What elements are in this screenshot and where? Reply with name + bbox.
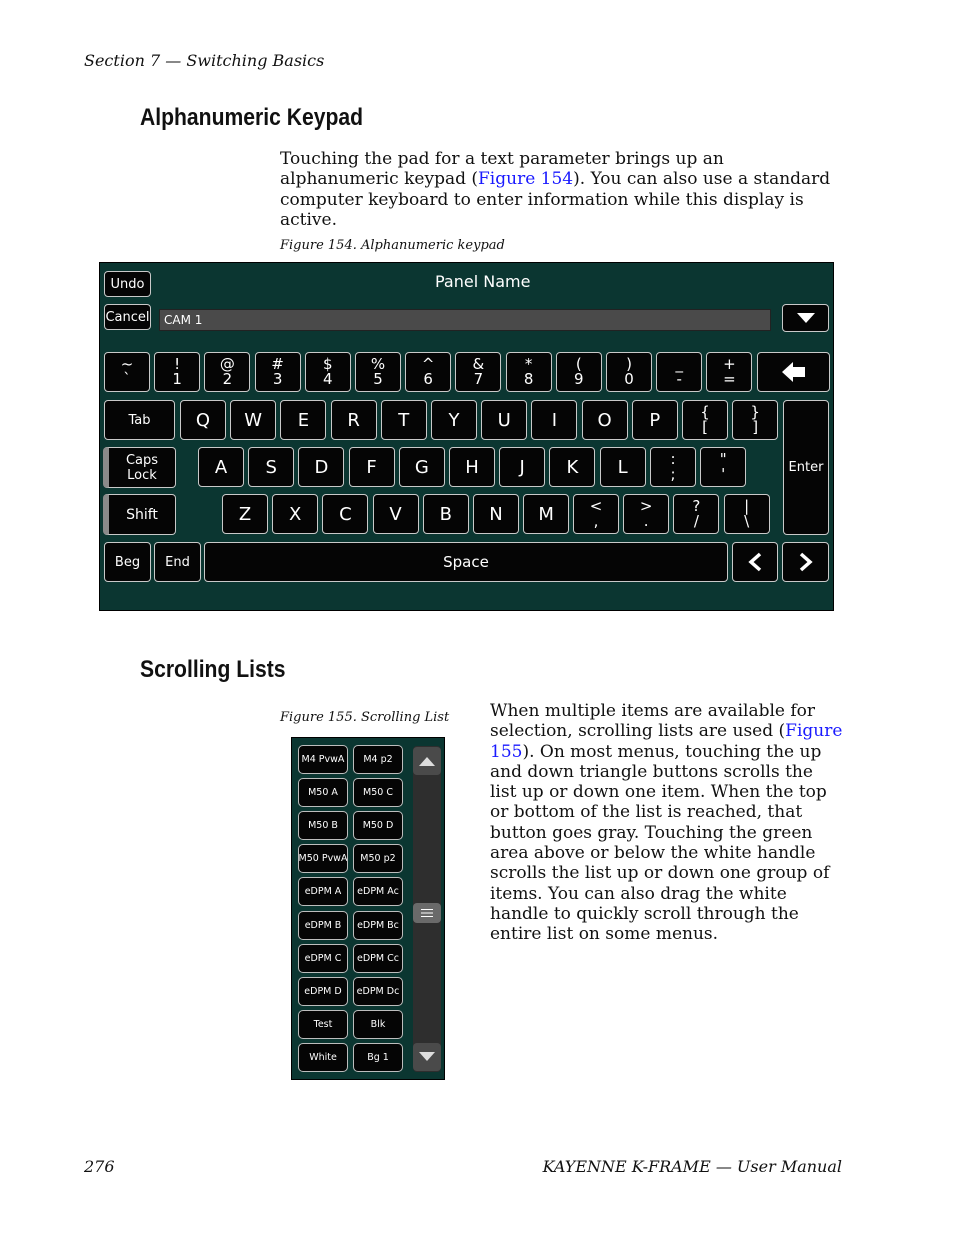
key-shift-label: $: [323, 355, 333, 373]
list-item[interactable]: M50 PvwA: [298, 844, 348, 873]
key-shift-label: ?: [692, 497, 701, 515]
manual-title: KAYENNE K-FRAME — User Manual: [542, 1157, 842, 1176]
page-number: 276: [84, 1157, 115, 1176]
grip-lines-icon: [420, 908, 434, 918]
alpha-paragraph-text-2: ). You can also use a standard computer keyboard to enter information while this display is active.: [280, 169, 831, 230]
key-letter-row2-6[interactable]: U: [481, 400, 527, 440]
panel-name-input[interactable]: CAM 1: [159, 309, 771, 331]
key-row1-8[interactable]: [506, 352, 552, 392]
list-item[interactable]: eDPM Cc: [353, 944, 403, 973]
key-shift-label: {: [700, 403, 710, 421]
key-letter-row2-0[interactable]: Q: [180, 400, 226, 440]
caps-lock-label-top: Caps: [125, 452, 159, 468]
key-shift-label: _: [675, 355, 683, 373]
key-base-label: 2: [222, 370, 233, 388]
key-row1-11[interactable]: [656, 352, 702, 392]
key-letter-row3-2[interactable]: D: [298, 447, 344, 487]
figure-154-link[interactable]: Figure 154: [478, 169, 574, 190]
dropdown-button[interactable]: [782, 304, 829, 332]
key-row1-3[interactable]: [255, 352, 301, 392]
key-base-label: /: [693, 512, 699, 530]
section-header: Section 7 — Switching Basics: [84, 51, 325, 70]
key-base-label: 8: [523, 370, 534, 388]
cursor-left-button[interactable]: [732, 542, 778, 582]
key-letter-row2-5[interactable]: Y: [431, 400, 477, 440]
caps-lock-key[interactable]: [103, 447, 176, 488]
key-shift-label: }: [750, 403, 760, 421]
list-item[interactable]: eDPM Bc: [353, 911, 403, 940]
key-base-label: -: [676, 370, 682, 388]
figure-155-link[interactable]: Figure 155: [490, 721, 843, 762]
key-letter-row4-5[interactable]: N: [473, 494, 519, 534]
key-letter-row3-1[interactable]: S: [248, 447, 294, 487]
key-bracket-1[interactable]: [732, 400, 778, 440]
scroll-handle[interactable]: [413, 903, 441, 923]
scrolling-list: [291, 737, 445, 1080]
key-base-label: 5: [373, 370, 383, 388]
triangle-up-icon: [418, 755, 436, 767]
key-shift-label: #: [271, 355, 284, 373]
key-row1-5[interactable]: [355, 352, 401, 392]
key-base-label: 1: [172, 370, 182, 388]
key-letter-row3-0[interactable]: A: [198, 447, 244, 487]
key-punct-row4-1[interactable]: [623, 494, 669, 534]
triangle-down-icon: [418, 1051, 436, 1063]
key-letter-row2-9[interactable]: P: [632, 400, 678, 440]
key-letter-row3-5[interactable]: H: [449, 447, 495, 487]
caps-lock-label-bottom: Lock: [127, 467, 157, 483]
list-item[interactable]: White: [298, 1043, 348, 1072]
scroll-down-button[interactable]: [413, 1043, 441, 1071]
key-shift-label: @: [219, 355, 235, 373]
key-row1-0[interactable]: [104, 352, 150, 392]
list-item[interactable]: Test: [298, 1010, 348, 1039]
key-shift-label: &: [472, 355, 485, 373]
key-shift-label: *: [524, 355, 533, 373]
list-item[interactable]: eDPM Dc: [353, 977, 403, 1006]
key-shift-label: |: [744, 497, 750, 515]
key-base-label: `: [123, 370, 131, 388]
list-item[interactable]: M50 C: [353, 778, 403, 807]
key-punct-row4-0[interactable]: [573, 494, 619, 534]
alphanumeric-keypad: [99, 262, 834, 611]
key-shift-label: !: [174, 355, 181, 373]
key-letter-row3-7[interactable]: K: [549, 447, 595, 487]
end-key[interactable]: End: [154, 542, 201, 582]
key-base-label: ]: [752, 418, 759, 436]
list-item[interactable]: M4 p2: [353, 745, 403, 774]
triangle-down-icon: [796, 312, 816, 324]
key-base-label: .: [643, 512, 649, 530]
figure-155-caption: Figure 155. Scrolling List: [280, 710, 450, 725]
list-item[interactable]: eDPM C: [298, 944, 348, 973]
key-base-label: 3: [272, 370, 283, 388]
key-letter-row3-8[interactable]: L: [600, 447, 646, 487]
panel-name-title: Panel Name: [435, 272, 531, 291]
scroll-paragraph-text: When multiple items are available for selection, scrolling lists are used (: [490, 701, 816, 742]
key-shift-label: :: [670, 450, 676, 468]
heading-alphanumeric-keypad: Alphanumeric Keypad: [140, 104, 363, 131]
key-row1-2[interactable]: [204, 352, 250, 392]
key-letter-row2-4[interactable]: T: [381, 400, 427, 440]
heading-scrolling-lists: Scrolling Lists: [140, 656, 286, 683]
key-row1-9[interactable]: [556, 352, 602, 392]
key-base-label: ': [721, 465, 726, 483]
backspace-button[interactable]: [757, 352, 830, 392]
key-row1-1[interactable]: [154, 352, 200, 392]
key-row1-6[interactable]: [405, 352, 451, 392]
chevron-right-icon: [798, 552, 814, 572]
shift-key[interactable]: Shift: [103, 494, 176, 535]
key-row1-4[interactable]: [305, 352, 351, 392]
alpha-paragraph: [280, 149, 844, 230]
beg-key[interactable]: Beg: [104, 542, 151, 582]
key-base-label: \: [744, 512, 750, 530]
alpha-paragraph-text: Touching the pad for a text parameter brings up an alphanumeric keypad (: [280, 149, 724, 190]
key-row1-7[interactable]: [455, 352, 501, 392]
scroll-up-button[interactable]: [413, 747, 441, 775]
list-item[interactable]: M50 p2: [353, 844, 403, 873]
key-shift-label: ~: [120, 355, 134, 373]
key-bracket-0[interactable]: [682, 400, 728, 440]
key-letter-row3-6[interactable]: J: [499, 447, 545, 487]
key-letter-row4-4[interactable]: B: [423, 494, 469, 534]
list-item[interactable]: eDPM D: [298, 977, 348, 1006]
key-base-label: 7: [473, 370, 484, 388]
key-punct-row3-0[interactable]: [650, 447, 696, 487]
chevron-left-icon: [747, 552, 763, 572]
key-shift-label: >: [639, 497, 653, 515]
cursor-right-button[interactable]: [782, 542, 829, 582]
key-punct-row4-2[interactable]: [673, 494, 719, 534]
list-item[interactable]: Blk: [353, 1010, 403, 1039]
list-item[interactable]: M50 B: [298, 811, 348, 840]
key-shift-label: +: [723, 355, 736, 373]
key-letter-row4-0[interactable]: Z: [222, 494, 268, 534]
cancel-button[interactable]: Cancel: [104, 304, 151, 330]
list-item[interactable]: eDPM Ac: [353, 877, 403, 906]
key-letter-row3-4[interactable]: G: [399, 447, 445, 487]
key-base-label: =: [723, 370, 736, 388]
key-row1-10[interactable]: [606, 352, 652, 392]
key-shift-label: (: [575, 355, 582, 373]
key-punct-row4-3[interactable]: [724, 494, 770, 534]
space-key[interactable]: Space: [204, 542, 728, 582]
figure-154-caption: Figure 154. Alphanumeric keypad: [280, 238, 505, 253]
key-letter-row4-6[interactable]: M: [523, 494, 569, 534]
key-base-label: [: [702, 418, 708, 436]
backspace-arrow-icon: [782, 362, 806, 382]
key-letter-row2-8[interactable]: O: [582, 400, 628, 440]
key-letter-row2-3[interactable]: R: [331, 400, 377, 440]
list-item[interactable]: M50 A: [298, 778, 348, 807]
key-shift-label: ): [626, 355, 632, 373]
undo-button[interactable]: Undo: [104, 271, 151, 297]
list-item[interactable]: M4 PvwA: [298, 745, 348, 774]
list-item[interactable]: eDPM B: [298, 911, 348, 940]
list-item[interactable]: Bg 1: [353, 1043, 403, 1072]
enter-key[interactable]: Enter: [783, 400, 829, 535]
key-row1-12[interactable]: [706, 352, 752, 392]
key-letter-row3-3[interactable]: F: [349, 447, 395, 487]
key-letter-row4-2[interactable]: C: [322, 494, 368, 534]
key-base-label: ,: [593, 512, 599, 530]
scroll-paragraph-text-2: ). On most menus, touching the up and down triangle buttons scrolls the list up or down one item. When the top or bottom of the list is reached, that button goes gray. Touching the green area above or below the white handle scrolls the list up or down one group of items. You can also drag the white handle to quickly scroll through the entire list on some menus.: [490, 741, 830, 945]
tab-key[interactable]: Tab: [104, 400, 175, 440]
key-shift-label: ^: [421, 355, 435, 373]
key-base-label: 0: [624, 370, 634, 388]
key-punct-row3-1[interactable]: [700, 447, 746, 487]
key-letter-row2-1[interactable]: W: [230, 400, 276, 440]
key-base-label: 9: [574, 370, 584, 388]
scroll-paragraph: [490, 701, 844, 945]
key-shift-label: %: [370, 355, 386, 373]
key-shift-label: <: [589, 497, 603, 515]
list-item[interactable]: eDPM A: [298, 877, 348, 906]
key-letter-row2-2[interactable]: E: [280, 400, 326, 440]
key-base-label: 4: [323, 370, 333, 388]
key-shift-label: ": [719, 450, 727, 468]
key-letter-row2-7[interactable]: I: [531, 400, 577, 440]
key-base-label: ;: [670, 465, 676, 483]
key-letter-row4-3[interactable]: V: [373, 494, 419, 534]
key-letter-row4-1[interactable]: X: [272, 494, 318, 534]
list-item[interactable]: M50 D: [353, 811, 403, 840]
key-base-label: 6: [423, 370, 433, 388]
